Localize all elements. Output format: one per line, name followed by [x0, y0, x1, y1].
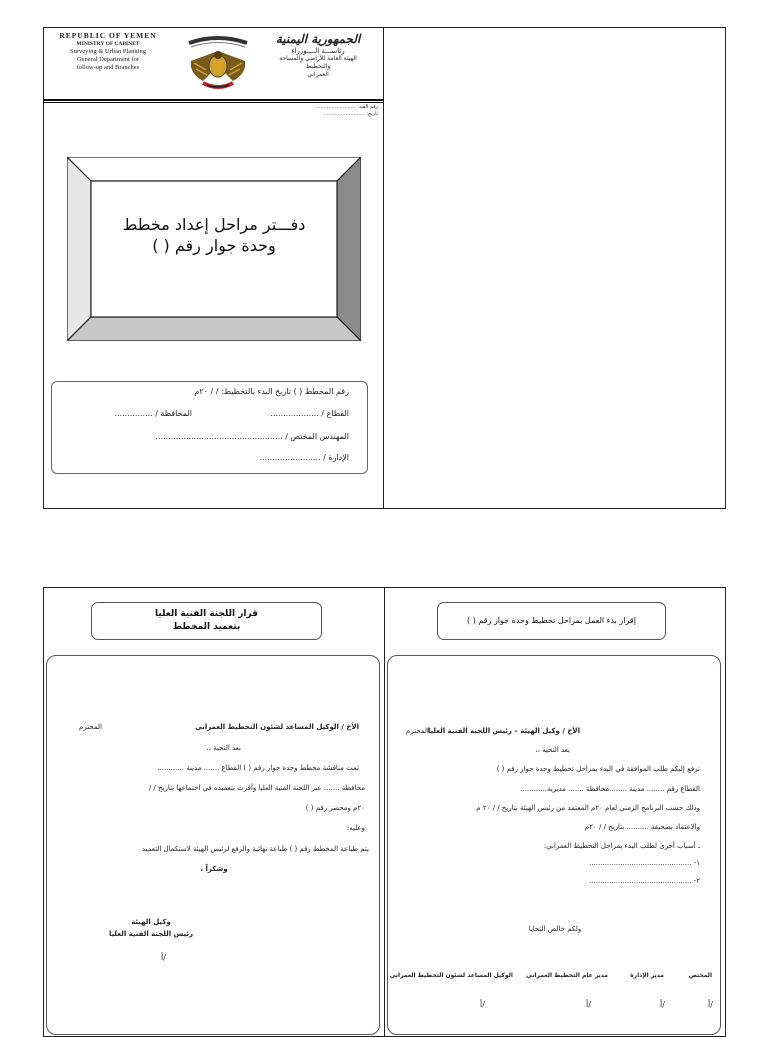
reference-date: تاريخ: ..........................: [323, 111, 378, 117]
reference-block: [290, 104, 378, 118]
left-respected: المحترم: [79, 723, 102, 731]
signer-general-director: مدير عام التخطيط العمراني: [526, 972, 608, 979]
en-authority: Surveying & Urban Planning: [69, 48, 146, 55]
approval-form-panel: [46, 655, 380, 1035]
start-work-form-panel: [387, 655, 721, 1035]
left-body-line-2: محافظة ....... عبر اللجنة الفنية العليا وأقرت بتعميده في اجتماعها بتاريخ / /: [148, 784, 365, 792]
signer-assistant-undersecretary: الوكيل المساعد لشئون التخطيط العمراني: [389, 972, 513, 979]
yemen-emblem-icon: [181, 33, 255, 95]
signer-admin-director: مدير الإدارة: [630, 972, 664, 979]
administration-field[interactable]: الإدارة / ........................: [259, 453, 349, 462]
en-ministry: MINISTRY OF CABINET: [76, 41, 140, 47]
cover-title-line-2: وحدة جوار رقم ( ): [152, 236, 276, 255]
plan-number-field[interactable]: رقم المخطط ( ) تاريخ البدء بالتخطيط: / / ٢٠م: [194, 387, 349, 396]
reference-number: رقم القيد: ..........................: [314, 104, 378, 110]
ar-country: الجمهورية اليمنية: [275, 32, 361, 46]
cover-title-line-1: دفـــتر مراحل إعداد مخطط: [122, 215, 306, 234]
plan-info-box: [51, 381, 368, 474]
right-addressee: الأخ / وكيل الهيئة – رئيس اللجنة الفنية العليا: [427, 727, 580, 735]
sheet-divider-bottom: [384, 587, 385, 1037]
engineer-field[interactable]: المهندس المختص / ..................................................: [155, 432, 349, 441]
right-body-line-1: نرفع إليكم طلب الموافقة في البدء بمراحل تخطيط وحدة جوار رقم ( ): [496, 765, 700, 773]
ar-authority: الهيئة العامة للأراضي والمساحة والتخطيط: [279, 55, 357, 70]
right-respected: المحترم: [406, 727, 429, 735]
left-body-line-4: يتم طباعة المخطط رقم ( ) طباعة نهائية والرفع لرئيس الهيئة لاستكمال التعميد: [141, 845, 369, 853]
left-body-line-1: تمت مناقشة مخطط وحدة جوار رقم ( ) القطاع ....... مدينة ............: [157, 764, 359, 772]
right-reason-item-1[interactable]: ١- ..............................................: [589, 859, 700, 867]
left-signature-mark: أ/: [161, 953, 166, 962]
english-letterhead: [54, 32, 162, 72]
right-body-line-2: القطاع رقم ........ مدينة ........محافظة ....... مديرية............: [520, 785, 700, 793]
right-signature-mark-2: أ/: [586, 1000, 591, 1009]
left-thanks: وشكراً ،: [200, 865, 228, 873]
start-work-heading: إقرار بدء العمل بمراحل تخطيط وحدة جوار رقم ( ): [437, 602, 666, 640]
right-body-line-4: والاعتماد بصحيفة .......... بتاريخ / / ٢٠م: [584, 823, 700, 831]
governorate-field[interactable]: المحافظة / ...............: [114, 409, 192, 418]
right-other-reasons: ـ أسباب أخرى لطلب البدء بمراحل التخطيط العمراني:: [543, 842, 700, 850]
left-therefore: وعليه:: [346, 824, 365, 832]
right-closing: ولكم خالص التحايا: [528, 925, 582, 933]
right-reason-item-2[interactable]: ٢- ..............................................: [589, 877, 700, 885]
header-rule: [43, 99, 384, 101]
cover-title: [94, 214, 334, 256]
ar-authority-2: العمراني: [307, 71, 329, 78]
en-department: General Department for: [76, 56, 140, 63]
left-signer-title-2: رئيس اللجنة الفنية العليا: [108, 930, 194, 938]
left-body-line-3: ٢٠م ومحضر رقم ( ): [305, 804, 365, 812]
approval-heading-line-1: قرار اللجنة الفنية العليا: [155, 609, 258, 619]
en-department-2: follow-up and Branches: [76, 64, 140, 71]
left-greeting: بعد التحية ،،: [206, 744, 241, 752]
header-rule-thin: [43, 102, 384, 103]
sector-field[interactable]: القطاع / ...................: [270, 409, 349, 418]
signer-specialist: المختص: [688, 972, 712, 979]
left-addressee: الأخ / الوكيل المساعد لشئون التخطيط العمراني: [195, 723, 359, 731]
right-signature-mark-3: أ/: [660, 1000, 665, 1009]
right-signature-mark-1: أ/: [480, 1000, 485, 1009]
approval-decision-heading: [91, 602, 322, 640]
approval-heading-line-2: بتعميد المخطط: [172, 622, 241, 632]
ar-ministry: رئاســـة الــــوزراء: [291, 47, 345, 55]
arabic-letterhead: [268, 32, 368, 79]
right-body-line-3: وذلك حسب البرنامج الزمني لعام ٢٠م المعتمد من رئيس الهيئة بتاريخ / / ٢٠ م: [476, 804, 700, 812]
left-signer-title-1: وكيل الهيئة: [131, 918, 171, 926]
right-greeting: بعد التحية ،،: [535, 746, 570, 754]
en-country: REPUBLIC OF YEMEN: [59, 31, 157, 40]
right-signature-mark-4: أ/: [708, 1000, 713, 1009]
